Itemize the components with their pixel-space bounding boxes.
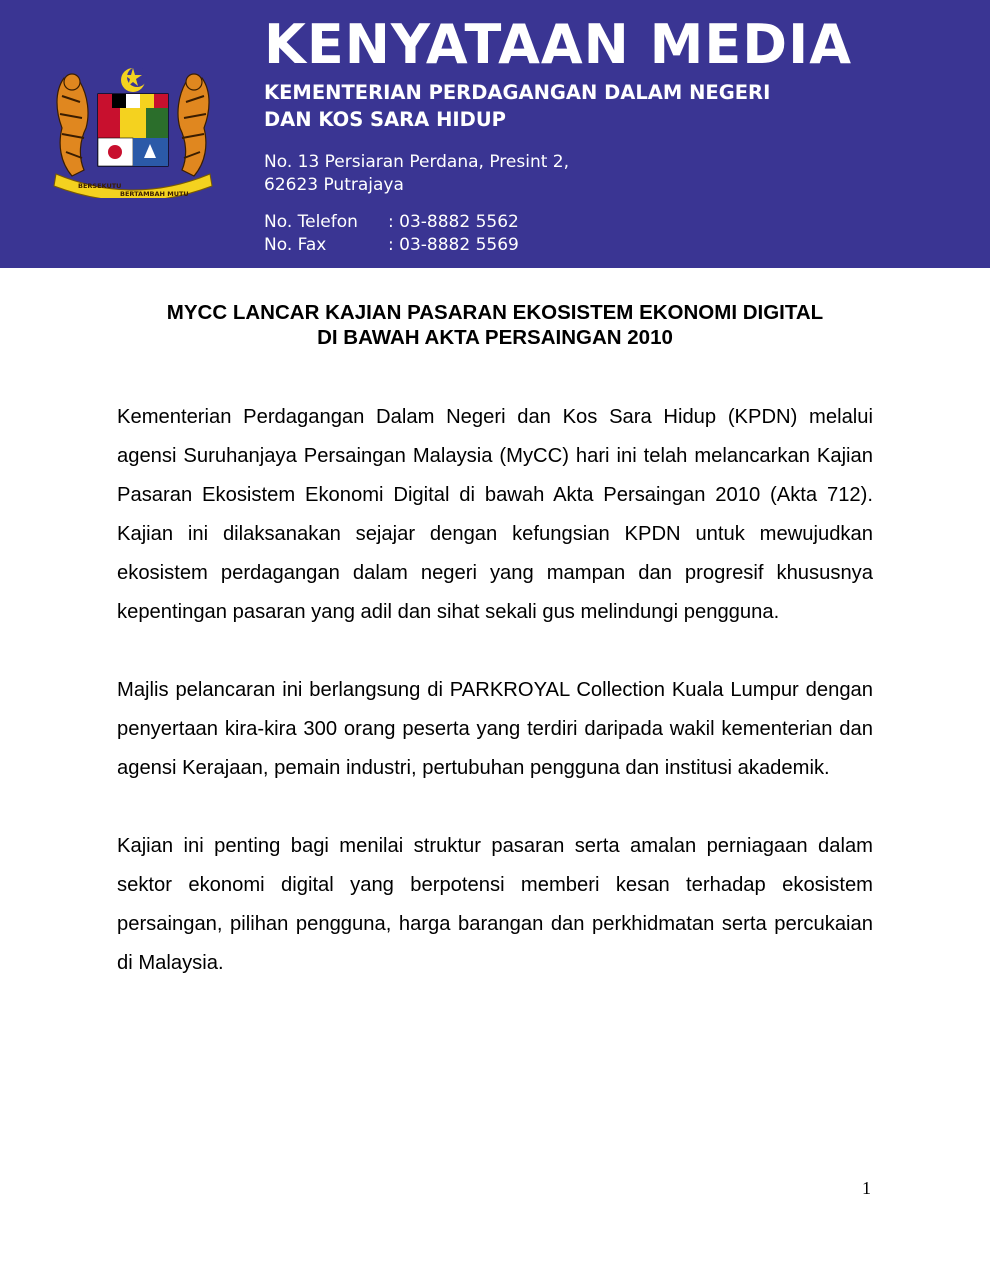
ministry-line-1: KEMENTERIAN PERDAGANGAN DALAM NEGERI bbox=[264, 81, 771, 104]
fax-value: : 03-8882 5569 bbox=[388, 235, 519, 255]
crest-motto-left: BERSEKUTU bbox=[78, 182, 122, 190]
phone-value: : 03-8882 5562 bbox=[388, 212, 519, 232]
ministry-name bbox=[264, 79, 852, 133]
header-banner bbox=[0, 0, 990, 268]
contact-info bbox=[264, 211, 852, 257]
phone-row bbox=[264, 211, 852, 234]
press-release-headline bbox=[117, 300, 873, 350]
body-paragraph: Kementerian Perdagangan Dalam Negeri dan Kos Sara Hidup (KPDN) melalui agensi Suruhanjaya Persaingan Malaysia (MyCC) hari ini telah melancarkan Kajian Pasaran Ekosistem Ekonomi Digital di bawah Akta Persaingan 2010 (Akta 712). Kajian ini dilaksanakan sejajar dengan kefungsian KPDN untuk mewujudkan ekosistem perdagangan dalam negeri yang mampan dan progresif khususnya kepentingan pasaran yang adil dan sihat sekali gus melindungi pengguna. bbox=[117, 406, 873, 623]
body-paragraph: Kajian ini penting bagi menilai struktur pasaran serta amalan perniagaan dalam sektor ekonomi digital yang berpotensi memberi kesan terhadap ekosistem persaingan, pilihan pengguna, harga barangan dan perkhidmatan serta percukaian di Malaysia. bbox=[117, 835, 873, 974]
address-line-1: No. 13 Persiaran Perdana, Presint 2, bbox=[264, 152, 570, 172]
headline-line-1: MYCC LANCAR KAJIAN PASARAN EKOSISTEM EKONOMI DIGITAL bbox=[166, 301, 824, 324]
phone-label: No. Telefon bbox=[264, 212, 358, 232]
ministry-address bbox=[264, 151, 852, 197]
body-paragraph: Majlis pelancaran ini berlangsung di PARKROYAL Collection Kuala Lumpur dengan penyertaan kira-kira 300 orang peserta yang terdiri daripada wakil kementerian dan agensi Kerajaan, pemain industri, pertubuhan pengguna dan institusi akademik. bbox=[117, 679, 873, 779]
malaysia-coat-of-arms-icon bbox=[50, 66, 216, 198]
fax-row bbox=[264, 234, 852, 257]
banner-text-block bbox=[264, 13, 853, 257]
media-statement-title: KENYATAAN MEDIA bbox=[264, 13, 853, 76]
crest-motto-right: BERTAMBAH MUTU bbox=[120, 190, 189, 198]
ministry-line-2: DAN KOS SARA HIDUP bbox=[264, 108, 506, 131]
press-release-body bbox=[117, 398, 873, 1022]
address-line-2: 62623 Putrajaya bbox=[264, 175, 404, 195]
headline-line-2: DI BAWAH AKTA PERSAINGAN 2010 bbox=[317, 326, 673, 349]
fax-label: No. Fax bbox=[264, 235, 327, 255]
page-number: 1 bbox=[862, 1178, 871, 1198]
